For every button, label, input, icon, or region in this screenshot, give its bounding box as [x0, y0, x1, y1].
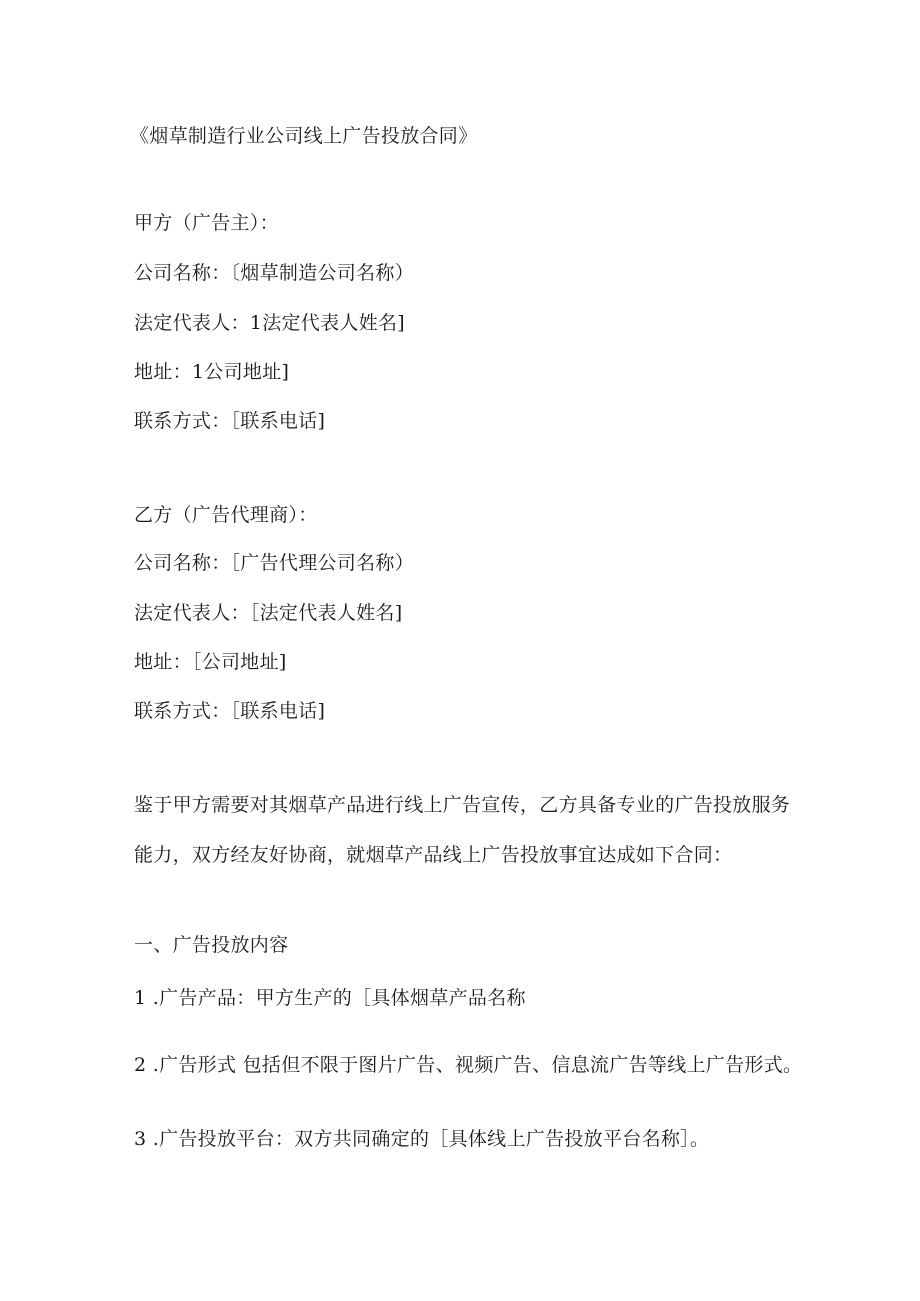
party-a-address: 地址：1公司地址] — [134, 361, 290, 383]
section-1-item-2: 2 .广告形式 包括但不限于图片广告、视频广告、信息流广告等线上广告形式。 — [134, 1054, 803, 1076]
party-b-contact: 联系方式：［联系电话] — [134, 700, 326, 722]
party-a-heading: 甲方（广告主）： — [134, 212, 279, 234]
preamble-line-1: 鉴于甲方需要对其烟草产品进行线上广告宣传，乙方具备专业的广告投放服务 — [134, 794, 791, 816]
party-a-contact: 联系方式：［联系电话] — [134, 410, 326, 432]
party-a-legal-rep: 法定代表人：1法定代表人姓名] — [134, 312, 406, 334]
section-1-item-1: 1 .广告产品：甲方生产的［具体烟草产品名称 — [134, 987, 526, 1009]
party-b-address: 地址：［公司地址] — [134, 651, 287, 673]
contract-title: 《烟草制造行业公司线上广告投放合同》 — [130, 125, 478, 147]
party-b-legal-rep: 法定代表人：［法定代表人姓名] — [134, 602, 403, 624]
party-b-company: 公司名称：［广告代理公司名称） — [134, 552, 415, 574]
party-b-heading: 乙方（广告代理商）： — [134, 504, 318, 526]
section-1-item-3: 3 .广告投放平台：双方共同确定的［具体线上广告投放平台名称］。 — [134, 1128, 710, 1150]
section-1-heading: 一、广告投放内容 — [134, 934, 289, 956]
party-a-company: 公司名称：〔烟草制造公司名称） — [134, 262, 415, 284]
preamble-line-2: 能力，双方经友好协商，就烟草产品线上广告投放事宜达成如下合同： — [134, 844, 733, 866]
